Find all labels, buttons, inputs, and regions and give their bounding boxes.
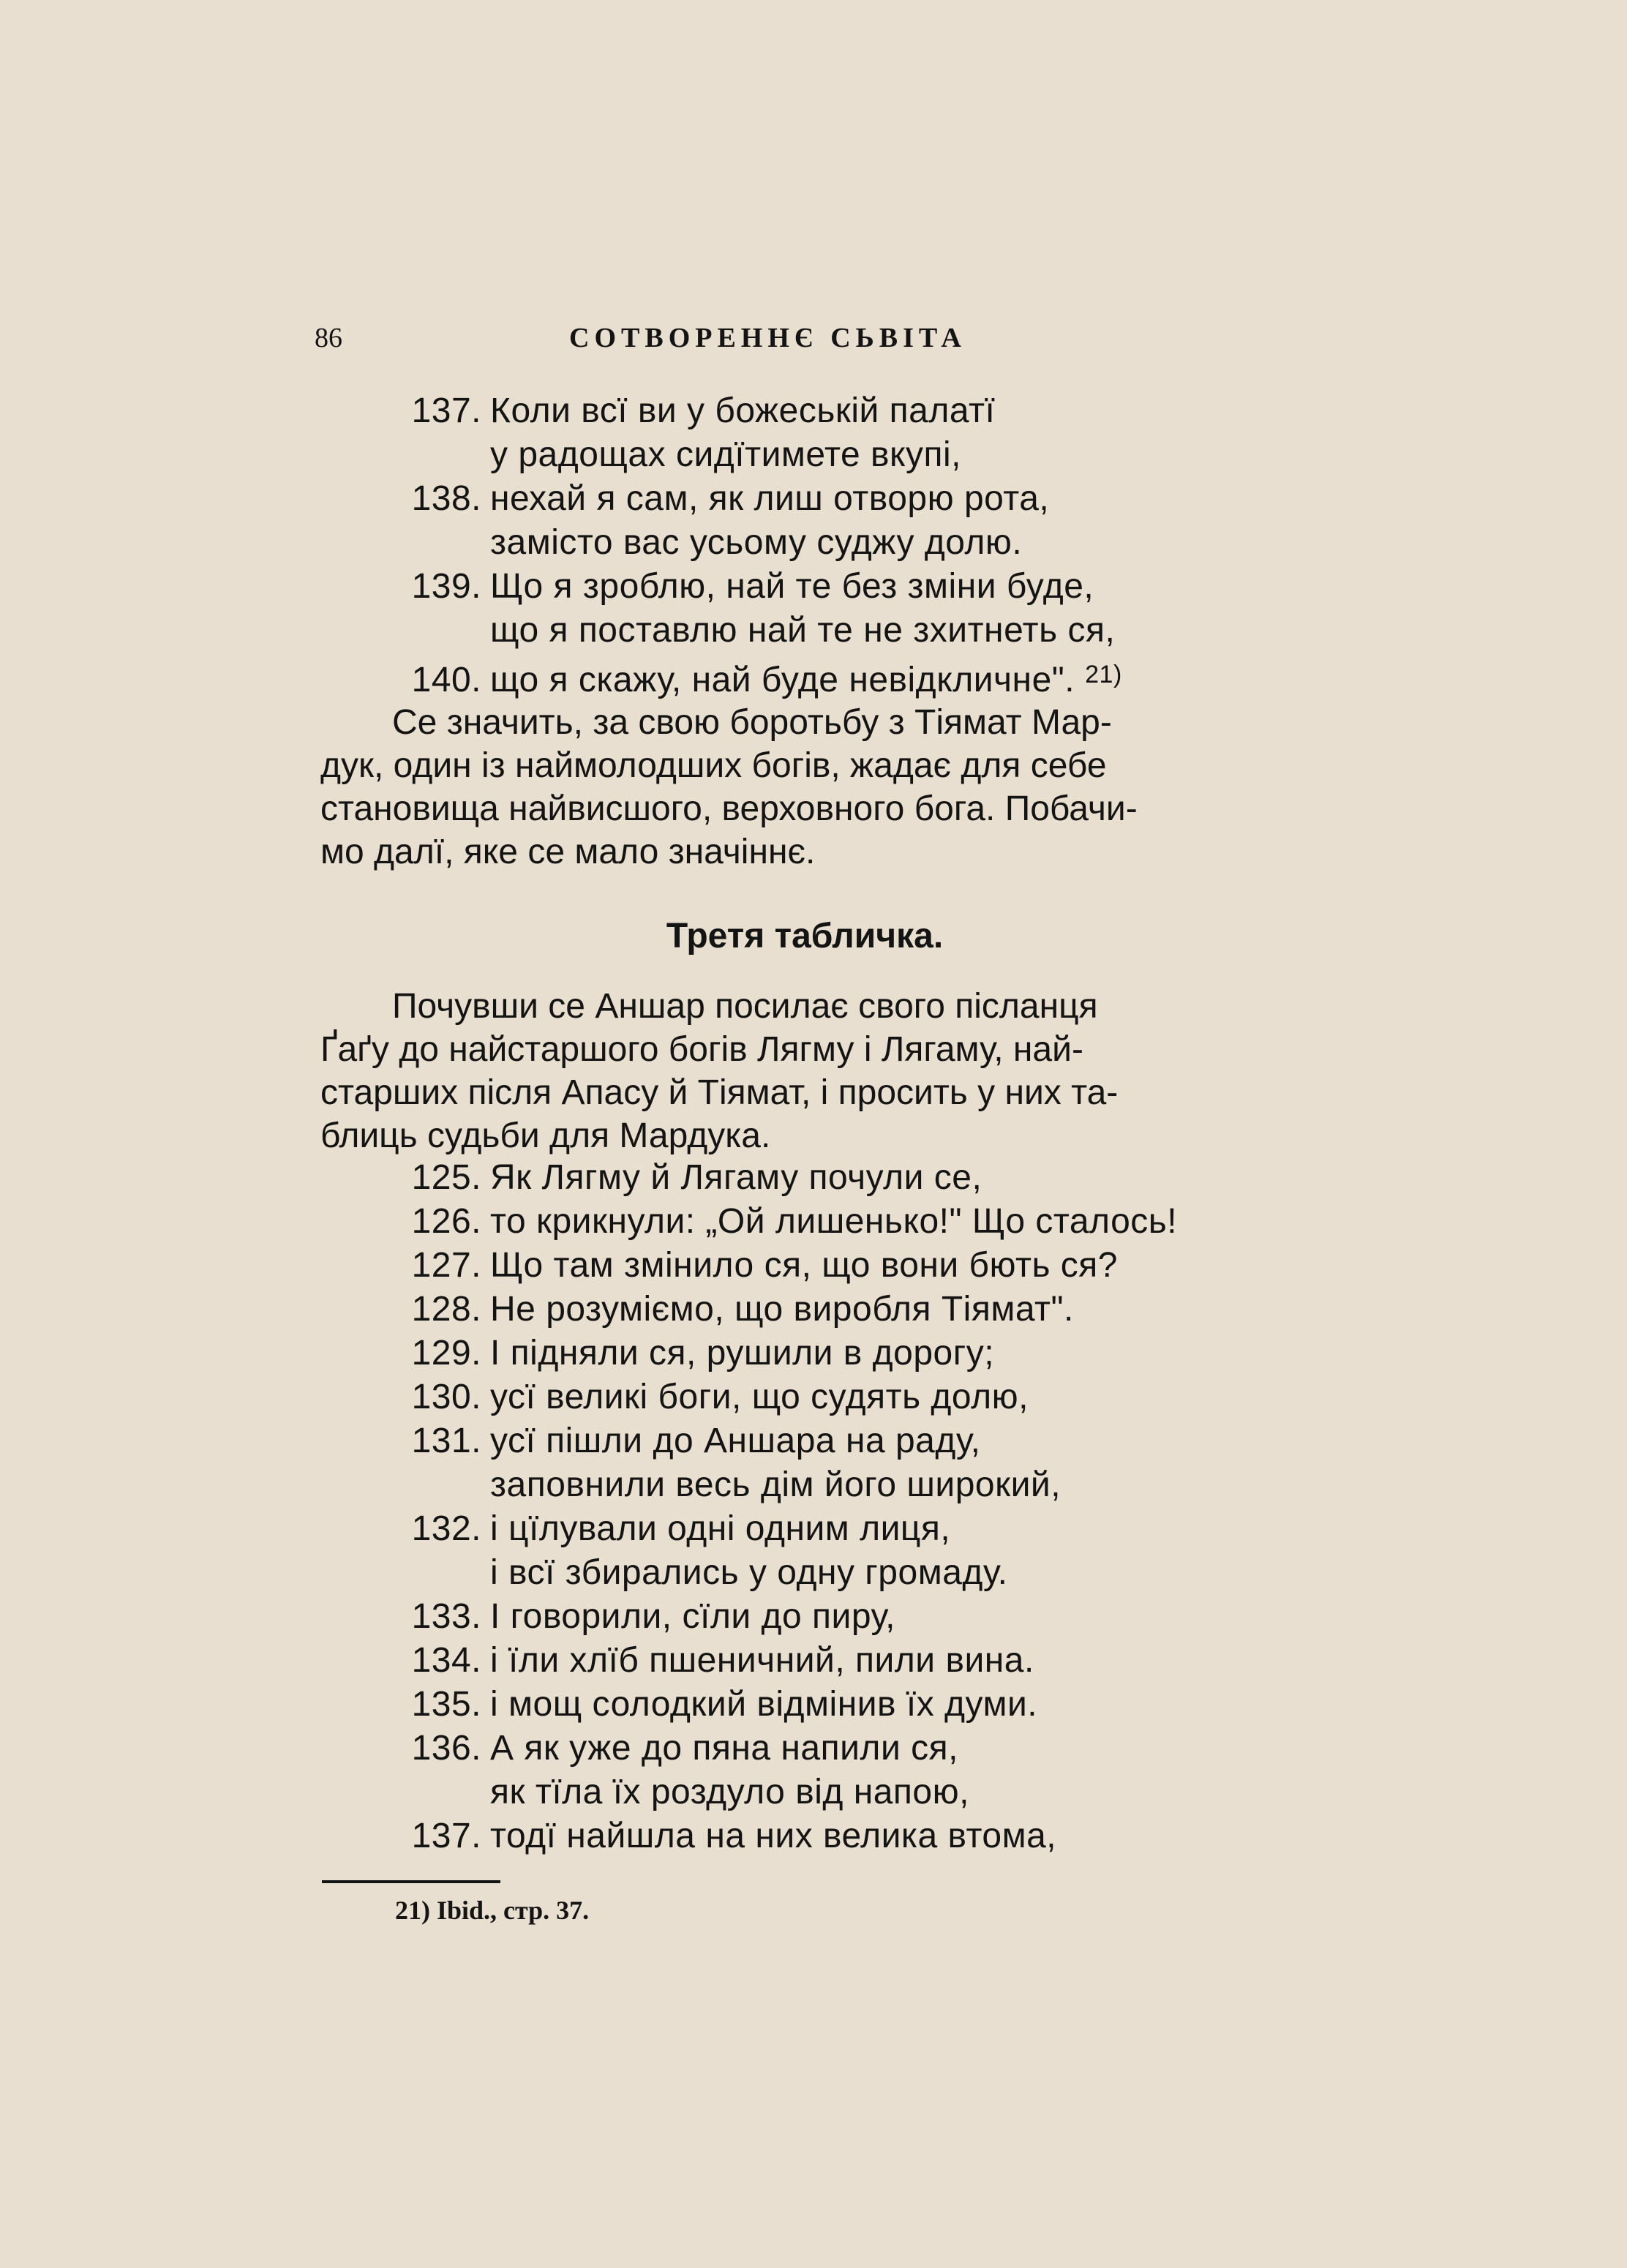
- footnote-marker: 21): [1085, 661, 1122, 688]
- verse-text: нехай я сам, як лиш отворю рота,: [490, 479, 1050, 518]
- paragraph-line: Се значить, за свою боротьбу з Тіямат Мар-: [392, 703, 1112, 742]
- verse-text: і їли хлїб пшеничний, пили вина.: [490, 1641, 1034, 1680]
- verse-text: що я поставлю най те не зхитнеть ся,: [490, 611, 1116, 650]
- verse-line: [320, 1332, 1289, 1375]
- verse-number: 134.: [411, 1641, 481, 1680]
- verse-text: тодї найшла на них велика втома,: [490, 1817, 1057, 1855]
- verse-line: [320, 565, 1289, 609]
- paragraph-line: старших після Апасу й Тіямат, і просить у них та-: [320, 1073, 1119, 1112]
- paragraph-line: мо далї, яке се мало значіннє.: [320, 833, 816, 871]
- verse-number: 126.: [411, 1202, 481, 1241]
- verse-line: [320, 609, 1289, 653]
- verse-text: як тїла їх роздуло від напою,: [490, 1773, 969, 1811]
- verse-text: і мощ солодкий відмінив їх думи.: [490, 1685, 1038, 1724]
- verse-text: то крикнули: „Ой лишенько!" Що сталось!: [490, 1202, 1178, 1241]
- verse-number: 127.: [411, 1246, 481, 1285]
- footnote: 21) Ibid., стр. 37.: [395, 1896, 590, 1925]
- verse-line: [320, 389, 1289, 433]
- verse-text: усї великі боги, що судять долю,: [490, 1378, 1029, 1416]
- verse-text: І говорили, сїли до пиру,: [490, 1597, 895, 1636]
- verse-text: А як уже до пяна напили ся,: [490, 1729, 958, 1768]
- summary-paragraph: [320, 985, 1289, 1157]
- verse-number: 137.: [411, 391, 481, 430]
- page-header: [315, 316, 1046, 360]
- verse-text: Як Лягму й Лягаму почули се,: [490, 1158, 982, 1197]
- verse-line: [320, 1463, 1289, 1507]
- verse-line: [320, 433, 1289, 477]
- verse-number: 133.: [411, 1597, 481, 1636]
- verse-line: [320, 1551, 1289, 1595]
- verse-line: [320, 1727, 1289, 1771]
- verse-text: І підняли ся, рушили в дорогу;: [490, 1334, 995, 1373]
- verse-text: Коли всї ви у божеській палатї: [490, 391, 996, 430]
- verse-number: 129.: [411, 1334, 481, 1373]
- verse-number: 135.: [411, 1685, 481, 1724]
- verse-text: Не розуміємо, що виробля Тіямат".: [490, 1290, 1074, 1329]
- verse-line: [320, 1244, 1289, 1288]
- verse-number: 140.: [411, 661, 481, 699]
- section-heading: Третя табличка.: [666, 917, 944, 955]
- verse-number: 139.: [411, 567, 481, 606]
- verse-line: [320, 1375, 1289, 1419]
- verse-line: [320, 521, 1289, 565]
- verse-line: [320, 1156, 1289, 1200]
- verse-text: заповнили весь дім його широкий,: [490, 1465, 1062, 1504]
- verse-line: [320, 1288, 1289, 1332]
- verse-number: 138.: [411, 479, 481, 518]
- verse-text: Що там змінило ся, що вони бють ся?: [490, 1246, 1118, 1285]
- verse-text: і всї збирались у одну громаду.: [490, 1553, 1008, 1592]
- verse-line: [320, 1595, 1289, 1639]
- paragraph-line: становища найвисшого, верховного бога. Побачи-: [320, 789, 1138, 828]
- paragraph-line: блиць судьби для Мардука.: [320, 1116, 771, 1155]
- verse-line: [320, 653, 1289, 699]
- commentary-paragraph: [320, 701, 1289, 874]
- verse-block-second: [320, 1156, 1289, 1858]
- paragraph-line: Почувши се Аншар посилає свого післанця: [392, 987, 1098, 1026]
- verse-line: [320, 477, 1289, 521]
- verse-line: [320, 1814, 1289, 1858]
- verse-line: [320, 1639, 1289, 1683]
- verse-block-first: [320, 389, 1289, 699]
- verse-number: 136.: [411, 1729, 481, 1768]
- running-title: СОТВОРЕННЄ СЬВІТА: [569, 323, 966, 353]
- verse-number: 132.: [411, 1509, 481, 1548]
- verse-number: 128.: [411, 1290, 481, 1329]
- verse-text: і цїлували одні одним лиця,: [490, 1509, 951, 1548]
- page-number: 86: [315, 323, 342, 353]
- verse-text: замісто вас усьому суджу долю.: [490, 523, 1023, 562]
- verse-text: що я скажу, най буде невідкличне".: [490, 661, 1075, 699]
- verse-line: [320, 1419, 1289, 1463]
- verse-number: 130.: [411, 1378, 481, 1416]
- paragraph-line: Ґаґу до найстаршого богів Лягму і Лягаму, най-: [320, 1030, 1083, 1069]
- verse-text: у радощах сидїтимете вкупі,: [490, 435, 962, 474]
- verse-line: [320, 1771, 1289, 1814]
- verse-number: 125.: [411, 1158, 481, 1197]
- verse-text: усї пішли до Аншара на раду,: [490, 1422, 981, 1460]
- verse-line: [320, 1683, 1289, 1727]
- verse-text: Що я зроблю, най те без зміни буде,: [490, 567, 1094, 606]
- verse-number: 137.: [411, 1817, 481, 1855]
- verse-line: [320, 1507, 1289, 1551]
- footnote-divider: [322, 1880, 500, 1883]
- verse-number: 131.: [411, 1422, 481, 1460]
- paragraph-line: дук, один із наймолодших богів, жадає для себе: [320, 746, 1107, 785]
- verse-line: [320, 1200, 1289, 1244]
